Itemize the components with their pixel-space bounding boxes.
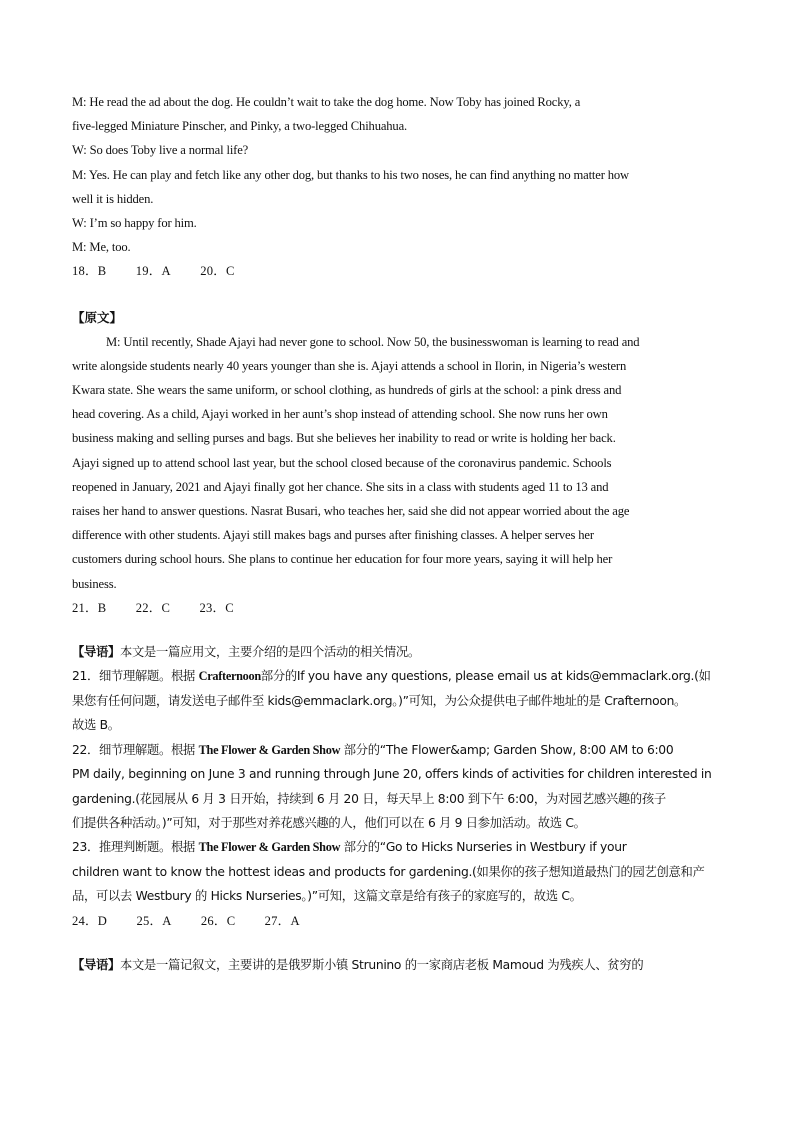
original-text-heading: 【原文】 [72,309,123,325]
section-name: The Flower & Garden Show [198,742,341,757]
passage-line: raises her hand to answer questions. Nasrat Busari, who teaches her, said she did not appear worried about the age [72,504,630,519]
answer-key-24-27 [72,909,722,933]
passage-line: difference with other students. Ajayi still makes bags and purses after finishing classes. A helper serves her [72,528,594,543]
answer-item: 18．B [72,264,107,279]
dialogue-line: W: I’m so happy for him. [72,216,197,231]
lead-in-heading: 【导语】 [72,957,120,972]
explanation-line: 果您有任何问题，请发送电子邮件至 kids@emmaclark.org。)”可知，为公众提供电子邮件地址的是 Crafternoon。 [72,693,687,708]
dialogue-line: M: He read the ad about the dog. He couldn’t wait to take the dog home. Now Toby has joined Rocky, a [72,95,581,109]
explanation-line: gardening.(花园展从 6 月 3 日开始，持续到 6 月 20 日，每天早上 8:00 到下午 6:00，为对园艺感兴趣的孩子 [72,791,666,806]
passage-line: write alongside students nearly 40 years younger than she is. Ajayi attends a school in Ilorin, in Nigeria’s western [72,358,627,373]
answer-key-18-20 [72,259,722,283]
passage-line: M: Until recently, Shade Ajayi had never gone to school. Now 50, the businesswoman is learning to read and [106,334,640,349]
explanation-block [72,664,722,908]
dialogue-line: M: Me, too. [72,240,131,255]
answer-item: 22．C [135,600,171,615]
dialogue-line: well it is hidden. [72,191,154,206]
explanation-line: 22．细节理解题。根据 The Flower & Garden Show 部分的“The Flower&amp; Garden Show, 8:00 AM to 6:00 [72,742,674,757]
dialogue-block [72,90,722,259]
lead-in-text: 本文是一篇应用文，主要介绍的是四个活动的相关情况。 [120,645,420,660]
passage-line: customers during school hours. She plans to continue her education for four more years, saying it will help her [72,552,613,567]
answer-key-21-23 [72,596,722,620]
lead-in-text: 本文是一篇记叙文，主要讲的是俄罗斯小镇 Strunino 的一家商店老板 Mamoud 为残疾人、贫穷的 [120,957,644,972]
lead-in-paragraph [72,953,722,977]
passage-line: business making and selling purses and bags. But she believes her inability to read or write is holding her back. [72,431,616,446]
passage-line: head covering. As a child, Ajayi worked in her aunt’s shop instead of attending school. She now runs her own [72,407,608,422]
explanation-line: 21．细节理解题。根据 Crafternoon部分的If you have any questions, please email us at kids@emmaclark.org.(如 [72,669,711,684]
explanation-line: PM daily, beginning on June 3 and running through June 20, offers kinds of activities for children interested in [72,767,712,782]
passage-line: reopened in January, 2021 and Ajayi finally got her chance. She sits in a class with students aged 11 to 13 and [72,479,609,494]
answer-item: 20．C [200,264,235,279]
original-text-passage [72,330,722,596]
answer-item: 24．D [72,913,108,928]
explanation-line: 品，可以去 Westbury 的 Hicks Nurseries。)”可知，这篇文章是给有孩子的家庭写的，故选 C。 [72,889,582,904]
answer-item: 19．A [135,264,171,279]
explanation-line: 23．推理判断题。根据 The Flower & Garden Show 部分的“Go to Hicks Nurseries in Westbury if your [72,840,627,855]
dialogue-line: five-legged Miniature Pinscher, and Pinky, a two-legged Chihuahua. [72,119,408,134]
answer-item: 27．A [264,913,300,928]
answer-item: 25．A [136,913,172,928]
answer-item: 23．C [199,600,234,615]
explanation-line: children want to know the hottest ideas and products for gardening.(如果你的孩子想知道最热门的园艺创意和产 [72,864,705,879]
dialogue-line: M: Yes. He can play and fetch like any other dog, but thanks to his two noses, he can find anything no matter how [72,167,630,182]
answer-item: 21．B [72,600,107,615]
explanation-line: 故选 B。 [72,718,120,733]
dialogue-line: W: So does Toby live a normal life? [72,143,249,158]
passage-line: Ajayi signed up to attend school last year, but the school closed because of the coronavirus pandemic. Schools [72,455,612,470]
explanation-line: 们提供各种活动。)”可知，对于那些对养花感兴趣的人，他们可以在 6 月 9 日参加活动。故选 C。 [72,815,586,830]
lead-in-paragraph [72,640,722,664]
document-page [72,90,722,977]
passage-line: Kwara state. She wears the same uniform, or school clothing, as hundreds of girls at the school: a pink dress and [72,383,622,398]
section-name: Crafternoon [198,669,261,684]
answer-item: 26．C [200,913,236,928]
lead-in-heading: 【导语】 [72,645,120,660]
passage-line: business. [72,576,117,591]
section-name: The Flower & Garden Show [198,840,341,855]
